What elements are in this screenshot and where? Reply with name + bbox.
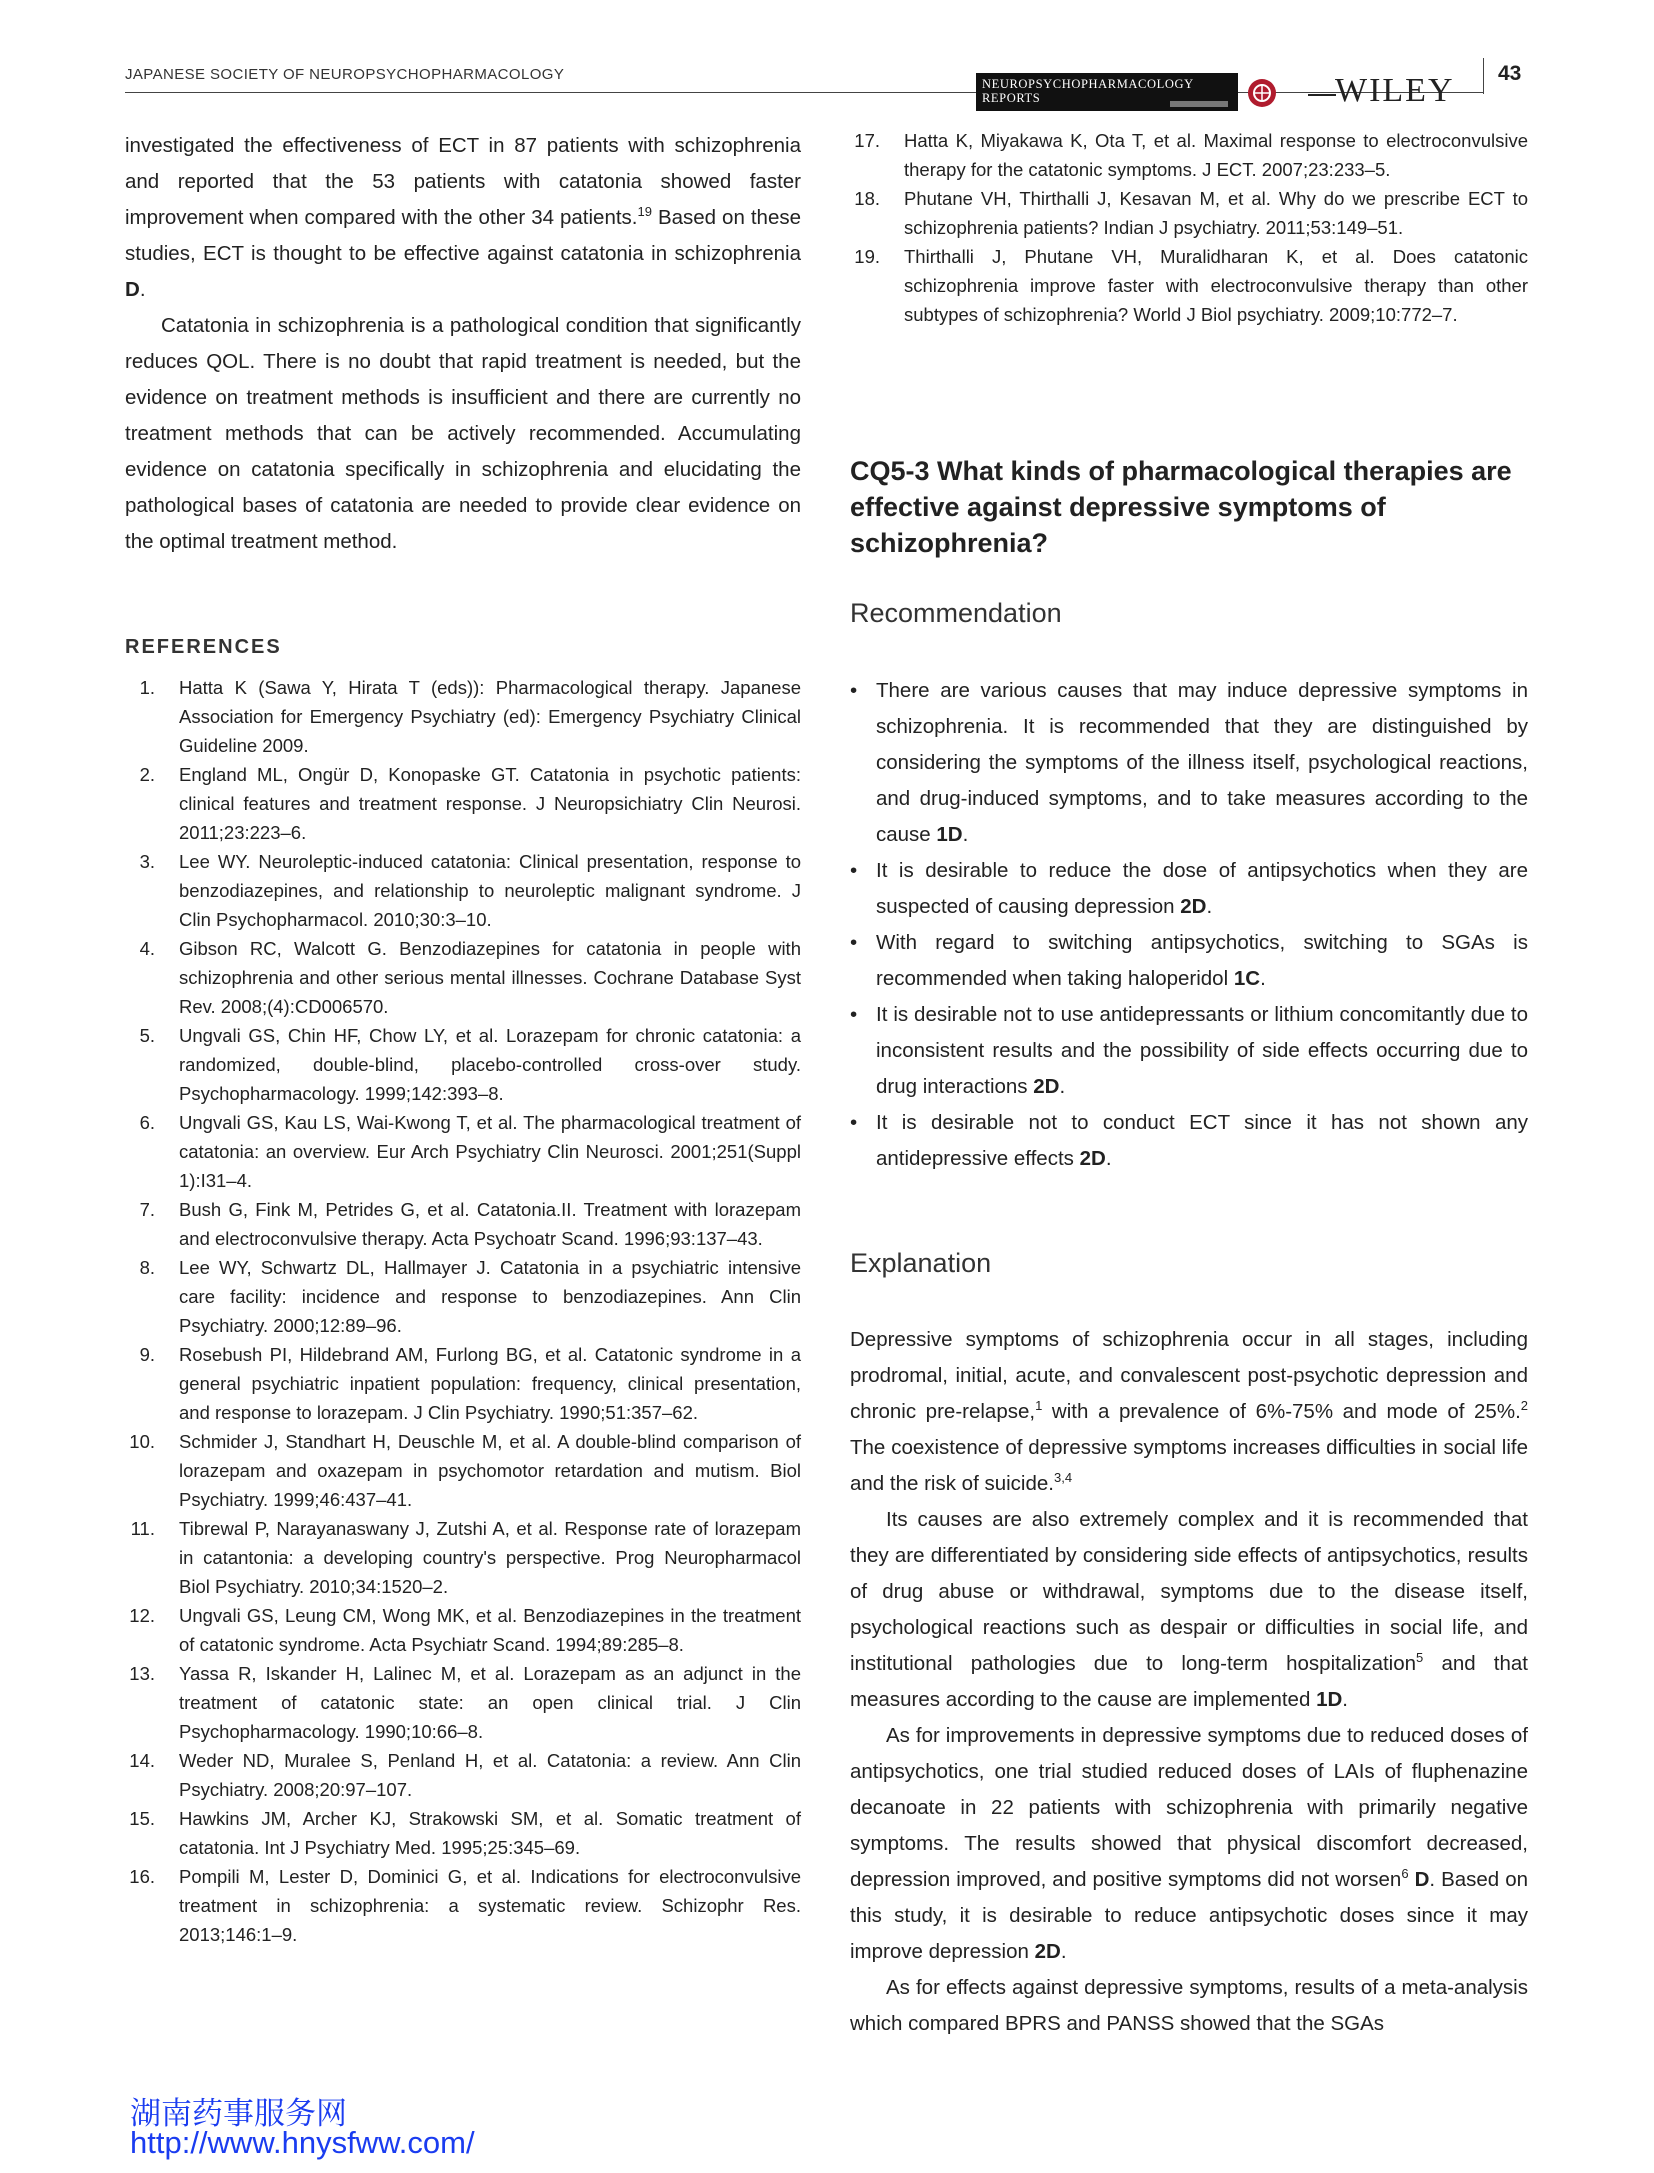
references-list-left xyxy=(125,673,801,1949)
header-rule xyxy=(125,92,1483,93)
watermark-site-name: 湖南药事服务网 xyxy=(130,2096,347,2132)
journal-name-box xyxy=(976,73,1238,111)
explanation-body xyxy=(850,1322,1528,2042)
reference-item: 12. Ungvali GS, Leung CM, Wong MK, et al. Benzodiazepines in the treatment of catatonic syndrome. Acta Psychiatr Scand. 1994;89:285–8. xyxy=(129,1605,801,1655)
citation-sup: 6 xyxy=(1401,1866,1409,1882)
explanation-paragraph-3: As for improvements in depressive symptoms due to reduced doses of antipsychotics, one trial studied reduced doses of LAIs of fluphenazine decanoate in 22 patients with schizophrenia with primarily negative symptoms. The results showed that physical discomfort decreased, depression improved, and positive symptoms did not worsen$^6$ D. Based on this study, it is desirable to reduce antipsychotic doses since it may improve depression 2D. xyxy=(850,1724,1528,1963)
evidence-grade: 2D xyxy=(1180,895,1207,918)
evidence-grade: 1C xyxy=(1233,967,1261,990)
explanation-paragraph-1: Depressive symptoms of schizophrenia occur in all stages, including prodromal, initial, acute, and convalescent post-psychotic depression and chronic pre-relapse,$^1$ with a prevalence of 6%-75% and mode of 25%.$^2$ The coexistence of depressive symptoms increases difficulties in social life and the risk of suicide.$^{3,4}$ xyxy=(850,1328,1528,1495)
reference-item: 3. Lee WY. Neuroleptic-induced catatonia: Clinical presentation, response to benzodiazepines, and relationship to neuroleptic malignant syndrome. J Clin Psychopharmacol. 2010;30:3–10. xyxy=(139,851,801,930)
reference-item: 10. Schmider J, Standhart H, Deuschle M, et al. A double-blind comparison of lorazepam and oxazepam in psychomotor retardation and mutism. Biol Psychiatry. 1999;46:437–41. xyxy=(129,1431,801,1510)
journal-emblem-icon xyxy=(1246,77,1278,109)
reference-item: 13. Yassa R, Iskander H, Lalinec M, et al. Lorazepam as an adjunct in the treatment of catatonic state: an open clinical trial. J Clin Psychopharmacology. 1990;10:66–8. xyxy=(129,1663,801,1742)
body-paragraph-2: Catatonia in schizophrenia is a pathological condition that significantly reduces QOL. There is no doubt that rapid treatment is needed, but the evidence on treatment methods is insufficient and there are currently no treatment methods that can be actively recommended. Accumulating evidence on catatonia specifically in schizophrenia and elucidating the pathological bases of catatonia are needed to provide clear evidence on the optimal treatment method. xyxy=(125,314,801,553)
journal-logo xyxy=(976,73,1276,111)
reference-item: 15. Hawkins JM, Archer KJ, Strakowski SM, et al. Somatic treatment of catatonia. Int J Psychiatry Med. 1995;25:345–69. xyxy=(129,1808,801,1858)
page-number: 43 xyxy=(1498,62,1522,85)
reference-item: 9. Rosebush PI, Hildebrand AM, Furlong BG, et al. Catatonic syndrome in a general psychiatric inpatient population: frequency, clinical presentation, and response to lorazepam. J Clin Psychiatry. 1990;51:357–62. xyxy=(139,1344,801,1423)
reference-item: 7. Bush G, Fink M, Petrides G, et al. Catatonia.II. Treatment with lorazepam and electroconvulsive therapy. Acta Psychoatr Scand. 1996;93:137–43. xyxy=(139,1199,801,1249)
cq-title: CQ5-3 What kinds of pharmacological therapies are effective against depressive symptoms of schizophrenia? xyxy=(850,456,1512,558)
evidence-grade: D xyxy=(1414,1868,1430,1891)
citation-sup: 1 xyxy=(1035,1398,1043,1414)
journal-subbar xyxy=(1170,101,1228,107)
recommendation-item: • With regard to switching antipsychotics, switching to SGAs is recommended when taking haloperidol 1C. xyxy=(850,925,1528,997)
recommendation-item: • It is desirable not to use antidepressants or lithium concomitantly due to inconsistent results and the possibility of side effects occurring due to drug interactions 2D. xyxy=(850,997,1528,1105)
publisher-logo: WILEY xyxy=(1335,72,1455,109)
reference-item: 2. England ML, Ongür D, Konopaske GT. Catatonia in psychotic patients: clinical features and treatment response. J Neuropsichiatry Clin Neurosi. 2011;23:223–6. xyxy=(139,764,801,843)
running-header-society: JAPANESE SOCIETY OF NEUROPSYCHOPHARMACOLOGY xyxy=(125,66,565,83)
evidence-grade: 1D xyxy=(936,823,963,846)
watermark-url[interactable]: http://www.hnysfww.com/ xyxy=(130,2125,475,2160)
evidence-grade: 2D xyxy=(1034,1940,1061,1963)
reference-item: 17. Hatta K, Miyakawa K, Ota T, et al. Maximal response to electroconvulsive therapy for the catatonic symptoms. J ECT. 2007;23:233–5. xyxy=(854,130,1528,180)
recommendation-item: • There are various causes that may induce depressive symptoms in schizophrenia. It is recommended that they are distinguished by considering the symptoms of the illness itself, psychological reactions, and drug-induced symptoms, and to take measures according to the cause 1D. xyxy=(850,673,1528,853)
explanation-paragraph-2: Its causes are also extremely complex and it is recommended that they are differentiated by considering side effects of antipsychotics, results of drug abuse or withdrawal, symptoms due to the disease itself, psychological reactions such as despair or difficulties in social life, and institutional pathologies due to long-term hospitalization$^5$ and that measures according to the cause are implemented 1D. xyxy=(850,1508,1529,1711)
reference-item: 4. Gibson RC, Walcott G. Benzodiazepines for catatonia in people with schizophrenia and other serious mental illnesses. Cochrane Database Syst Rev. 2008;(4):CD006570. xyxy=(139,938,801,1017)
citation-sup: 5 xyxy=(1416,1650,1424,1666)
header-divider xyxy=(1483,58,1484,94)
reference-item: 16. Pompili M, Lester D, Dominici G, et al. Indications for electroconvulsive treatment in schizophrenia: a systematic review. Schizophr Res. 2013;146:1–9. xyxy=(129,1866,801,1945)
left-body xyxy=(125,128,801,560)
evidence-grade: 2D xyxy=(1033,1075,1060,1098)
reference-item: 14. Weder ND, Muralee S, Penland H, et al. Catatonia: a review. Ann Clin Psychiatry. 2008;20:97–107. xyxy=(129,1750,801,1800)
reference-item: 11. Tibrewal P, Narayanaswany J, Zutshi A, et al. Response rate of lorazepam in catantonia: a developing country's perspective. Prog Neuropharmacol Biol Psychiatry. 2010;34:1520–2. xyxy=(130,1518,801,1597)
evidence-grade: 1D xyxy=(1316,1688,1343,1711)
recommendation-heading: Recommendation xyxy=(850,598,1062,628)
reference-item: 18. Phutane VH, Thirthalli J, Kesavan M, et al. Why do we prescribe ECT to schizophrenia patients? Indian J psychiatry. 2011;53:149–51. xyxy=(854,188,1528,238)
explanation-heading: Explanation xyxy=(850,1248,992,1278)
explanation-paragraph-4: As for effects against depressive symptoms, results of a meta-analysis which compared BPRS and PANSS showed that the SGAs xyxy=(850,1976,1528,2035)
evidence-grade: 2D xyxy=(1079,1147,1106,1170)
recommendation-item: • It is desirable not to conduct ECT since it has not shown any antidepressive effects 2D. xyxy=(850,1105,1528,1177)
references-heading: REFERENCES xyxy=(125,636,282,658)
citation-sup: 19 xyxy=(637,204,652,220)
publisher-rule xyxy=(1308,94,1336,96)
reference-item: 8. Lee WY, Schwartz DL, Hallmayer J. Catatonia in a psychiatric intensive care facility: incidence and response to benzodiazepines. Ann Clin Psychiatry. 2000;12:89–96. xyxy=(139,1257,801,1336)
references-list-right xyxy=(850,126,1528,329)
journal-name-line1: NEUROPSYCHOPHARMACOLOGY xyxy=(982,77,1194,91)
recommendation-list xyxy=(850,673,1528,1177)
reference-item: 19. Thirthalli J, Phutane VH, Muralidharan K, et al. Does catatonic schizophrenia improve faster with electroconvulsive therapy than other subtypes of schizophrenia? World J Biol psychiatry. 2009;10:772–7. xyxy=(854,246,1528,325)
body-paragraph-1: investigated the effectiveness of ECT in 87 patients with schizophrenia and reported that the 53 patients with catatonia showed faster improvement when compared with the other 34 patients.$^{19}$ Based on these studies, ECT is thought to be effective against catatonia in schizophrenia D. xyxy=(125,134,801,301)
citation-sup: 2 xyxy=(1520,1398,1528,1414)
recommendation-item: • It is desirable to reduce the dose of antipsychotics when they are suspected of causing depression 2D. xyxy=(850,853,1528,925)
reference-item: 5. Ungvali GS, Chin HF, Chow LY, et al. Lorazepam for chronic catatonia: a randomized, double-blind, placebo-controlled cross-over study. Psychopharmacology. 1999;142:393–8. xyxy=(139,1025,801,1104)
journal-name-line2: REPORTS xyxy=(982,91,1041,105)
evidence-grade: D xyxy=(125,278,140,301)
reference-item: 6. Ungvali GS, Kau LS, Wai-Kwong T, et al. The pharmacological treatment of catatonia: an overview. Eur Arch Psychiatry Clin Neurosci. 2001;251(Suppl 1):I31–4. xyxy=(139,1112,801,1191)
reference-item: 1. Hatta K (Sawa Y, Hirata T (eds)): Pharmacological therapy. Japanese Association for Emergency Psychiatry (ed): Emergency Psychiatry Clinical Guideline 2009. xyxy=(139,677,801,756)
citation-sup: 3,4 xyxy=(1053,1470,1073,1486)
